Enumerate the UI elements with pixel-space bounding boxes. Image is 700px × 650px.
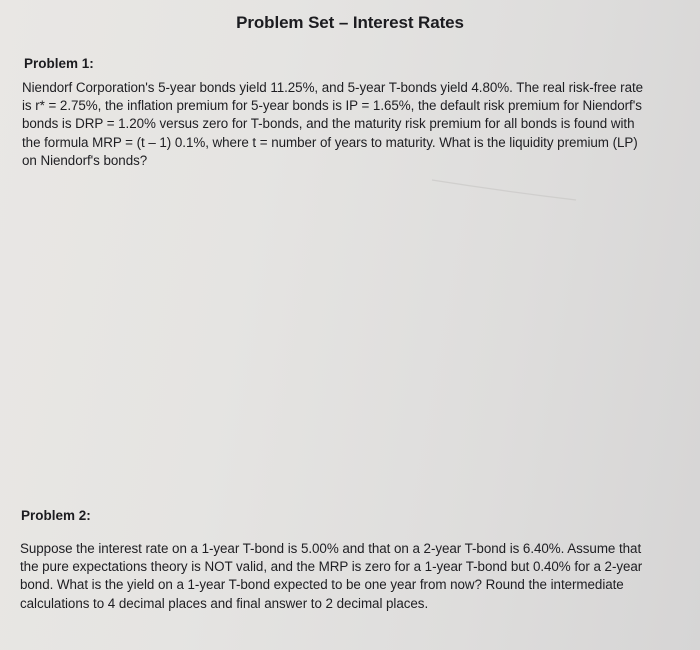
problem-1-line: Niendorf Corporation's 5-year bonds yield 11.25%, and 5-year T-bonds yield 4.80%. The real risk-free rate [22, 80, 644, 95]
problem-2-heading: Problem 2: [21, 508, 91, 523]
problem-1-line: bonds is DRP = 1.20% versus zero for T-bonds, and the maturity risk premium for all bonds is found with [22, 116, 635, 132]
problem-2-line: calculations to 4 decimal places and final answer to 2 decimal places. [20, 595, 429, 611]
problem-1-line: the formula MRP = (t – 1) 0.1%, where t = number of years to maturity. What is the liquidity premium (LP) [22, 134, 638, 150]
page-title: Problem Set – Interest Rates [236, 13, 464, 32]
problem-2-line: the pure expectations theory is NOT valid, and the MRP is zero for a 1-year T-bond but 0.40% for a 2-year [20, 559, 643, 575]
problem-1-heading: Problem 1: [24, 56, 94, 71]
problem-2-line: bond. What is the yield on a 1-year T-bond expected to be one year from now? Round the intermediate [20, 577, 624, 593]
problem-1-line: on Niendorf's bonds? [22, 152, 148, 168]
problem-2-line: Suppose the interest rate on a 1-year T-bond is 5.00% and that on a 2-year T-bond is 6.40%. Assume that [20, 541, 642, 556]
problem-2-text [20, 540, 682, 613]
pencil-smudge-mark [430, 176, 580, 206]
problem-1-text [22, 79, 682, 170]
problem-1-line: is r* = 2.75%, the inflation premium for 5-year bonds is IP = 1.65%, the default risk premium for Niendorf's [22, 98, 642, 114]
